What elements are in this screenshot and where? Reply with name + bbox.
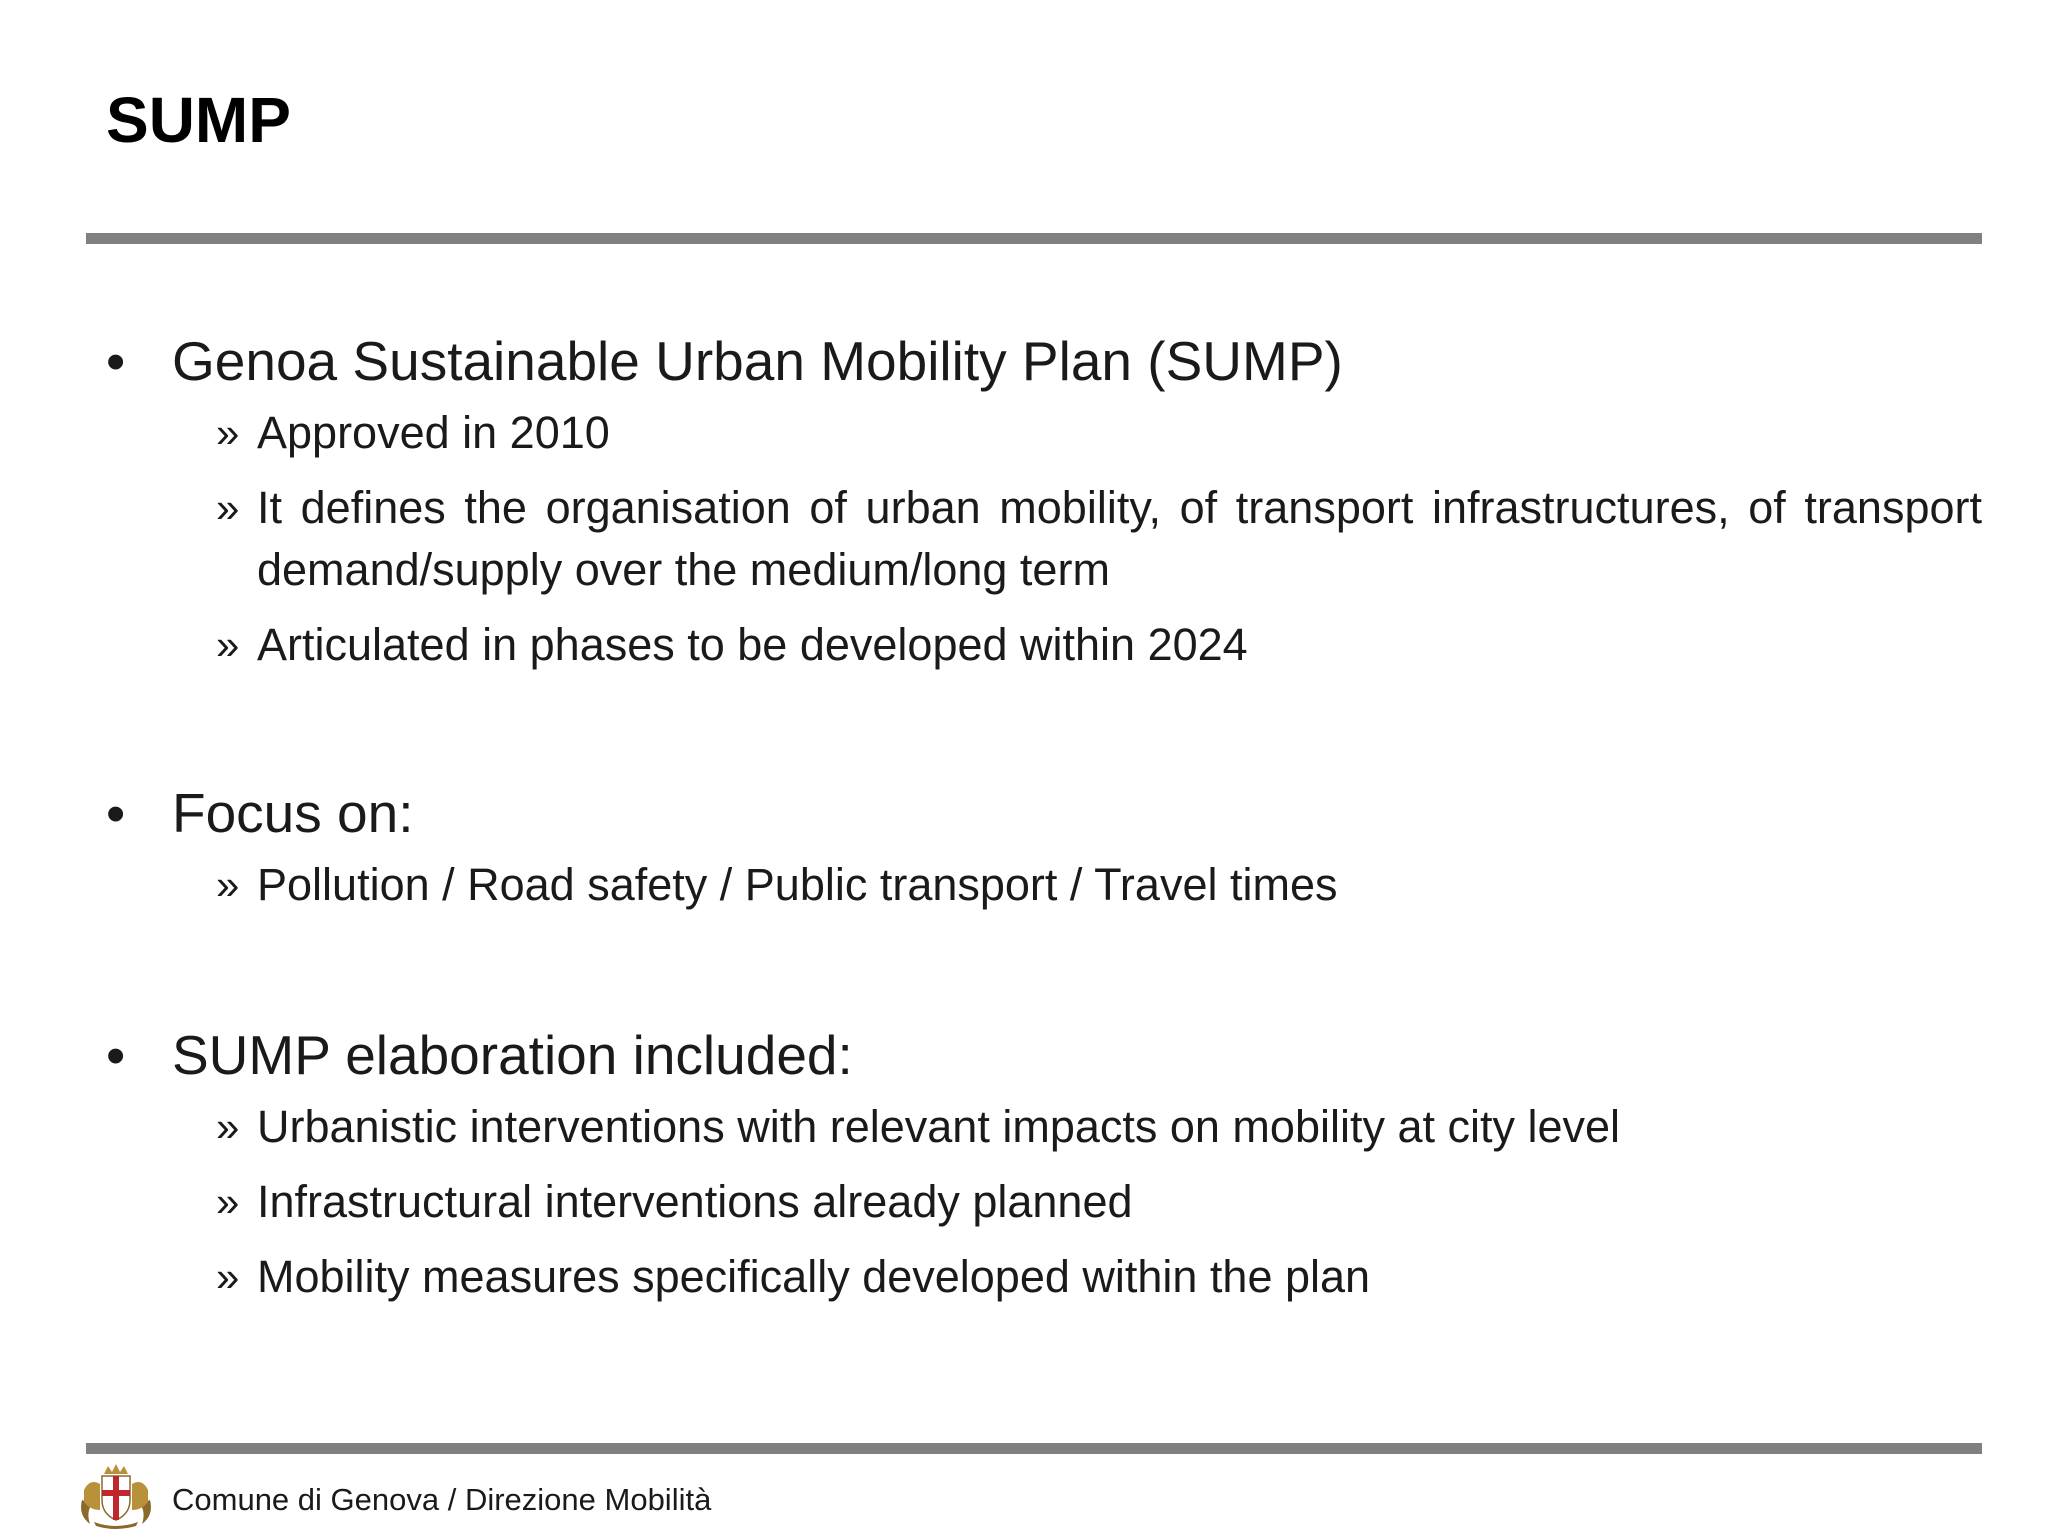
bullet-heading — [106, 780, 1982, 846]
chevron-right-icon: » — [216, 861, 240, 908]
chevron-right-icon: » — [216, 409, 240, 456]
sub-item — [106, 854, 1982, 916]
sub-item — [106, 1171, 1982, 1233]
bullet-dot-icon: • — [106, 330, 126, 392]
bullet-heading — [106, 328, 1982, 394]
genova-crest-icon — [76, 1460, 156, 1530]
bullet-heading — [106, 1022, 1982, 1088]
sub-item-text: Urbanistic interventions with relevant impacts on mobility at city level — [257, 1101, 1621, 1152]
bullet-dot-icon: • — [106, 782, 126, 844]
footer-text: Comune di Genova / Direzione Mobilità — [172, 1482, 712, 1517]
sub-item-text: Infrastructural interventions already planned — [257, 1176, 1133, 1227]
bullet-heading-text: SUMP elaboration included: — [172, 1024, 853, 1086]
sub-item-text: Approved in 2010 — [257, 407, 610, 458]
bullet-section-elaboration — [106, 1022, 1982, 1308]
sub-item-text: Pollution / Road safety / Public transport / Travel times — [257, 859, 1338, 910]
sub-item — [106, 1246, 1982, 1308]
sub-item — [106, 402, 1982, 464]
slide-title: SUMP — [106, 84, 291, 156]
bullet-heading-text: Genoa Sustainable Urban Mobility Plan (SUMP) — [172, 330, 1343, 392]
chevron-right-icon: » — [216, 1178, 240, 1225]
bullet-section-sump-plan — [106, 328, 1982, 676]
sub-item — [106, 614, 1982, 676]
chevron-right-icon: » — [216, 484, 240, 531]
top-divider — [86, 233, 1982, 244]
footer — [76, 1460, 711, 1536]
chevron-right-icon: » — [216, 1103, 240, 1150]
bullet-section-focus — [106, 780, 1982, 916]
sub-item-text: Articulated in phases to be developed within 2024 — [257, 619, 1248, 670]
chevron-right-icon: » — [216, 1253, 240, 1300]
bullet-dot-icon: • — [106, 1024, 126, 1086]
sub-item-text: Mobility measures specifically developed within the plan — [257, 1251, 1371, 1302]
bullet-heading-text: Focus on: — [172, 782, 414, 844]
sub-item — [106, 477, 1982, 601]
chevron-right-icon: » — [216, 621, 240, 668]
bottom-divider — [86, 1443, 1982, 1454]
sub-item-text: It defines the organisation of urban mobility, of transport infrastructures, of transport demand/supply over the medium/long term — [257, 482, 1982, 595]
sub-item — [106, 1096, 1982, 1158]
